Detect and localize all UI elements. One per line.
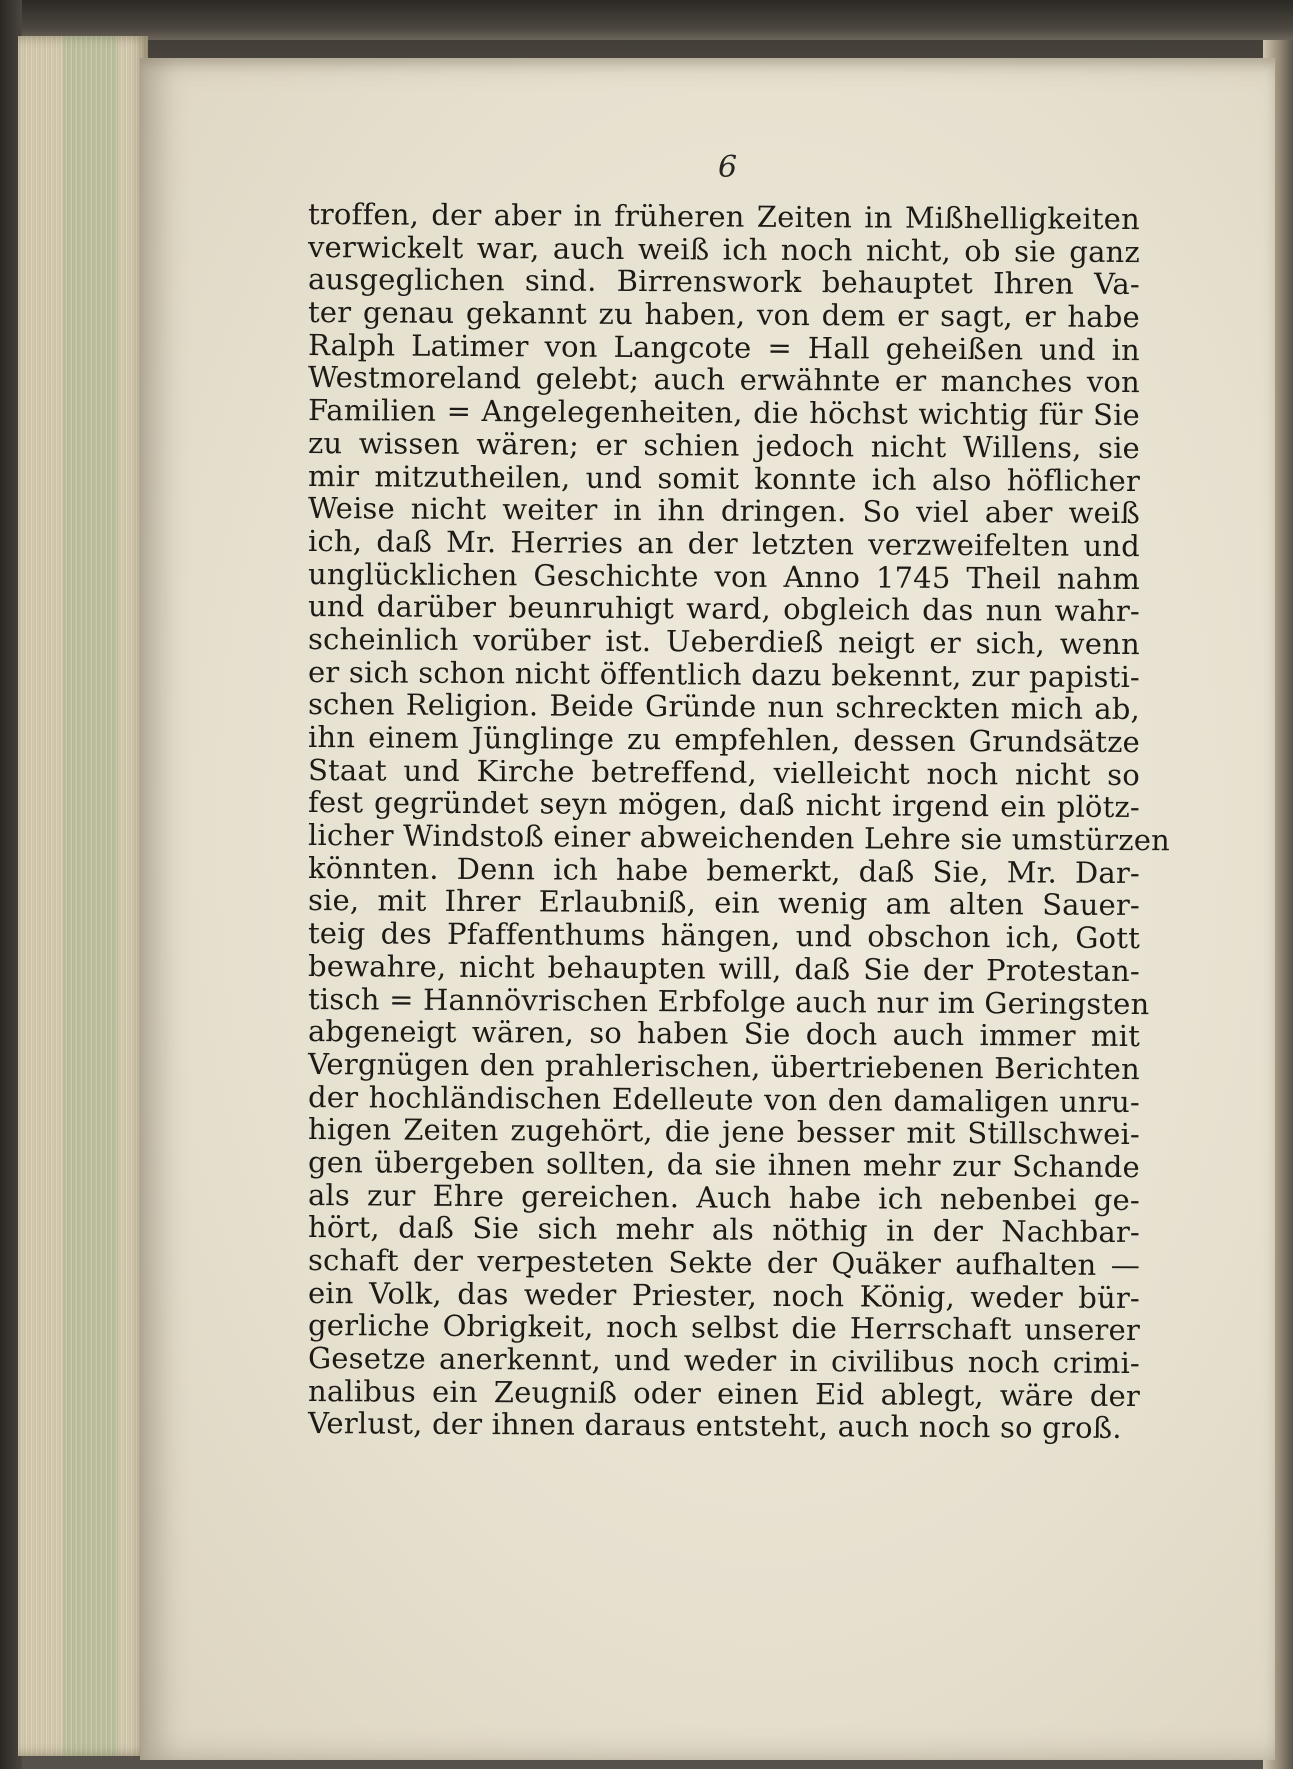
text-line: schen Religion. Beide Gründe nun schreckten mich ab, (307, 687, 1141, 727)
text-line: Ralph Latimer von Langcote = Hall geheißen und in (307, 327, 1141, 367)
text-line: ich, daß Mr. Herries an der letzten verzweifelten und (307, 523, 1141, 563)
text-line: gen übergeben sollten, da sie ihnen mehr zur Schande (307, 1144, 1141, 1185)
text-line: troffen, der aber in früheren Zeiten in Mißhelligkeiten (307, 197, 1141, 237)
text-line: fest gegründet seyn mögen, daß nicht irgend ein plötz- (307, 785, 1141, 825)
text-line: er sich schon nicht öffentlich dazu bekennt, zur papisti- (307, 654, 1141, 694)
text-line: Familien = Angelegenheiten, die höchst wichtig für Sie (307, 393, 1141, 433)
text-line: ter genau gekannt zu haben, von dem er sagt, er habe (307, 295, 1141, 335)
text-line: ein Volk, das weder Priester, noch König, weder bür- (307, 1275, 1141, 1315)
book-cover-top (0, 0, 1293, 40)
text-line: Westmoreland gelebt; auch erwähnte er manches von (307, 360, 1141, 400)
text-line: ihn einem Jünglinge zu empfehlen, dessen Grundsätze (307, 720, 1141, 760)
text-line: higen Zeiten zugehört, die jene besser mit Stillschwei- (307, 1112, 1141, 1152)
text-line: nalibus ein Zeugniß oder einen Eid ablegt, wäre der (307, 1373, 1141, 1413)
text-line: teig des Pfaffenthums hängen, und obschon ich, Gott (307, 916, 1141, 956)
page-block-edge (18, 36, 148, 1756)
text-line: ausgeglichen sind. Birrenswork behauptet Ihren Va- (307, 262, 1141, 302)
text-line: und darüber beunruhigt ward, obgleich das nun wahr- (307, 589, 1141, 629)
text-line: Gesetze anerkennt, und weder in civilibus noch crimi- (307, 1341, 1141, 1381)
text-line: scheinlich vorüber ist. Ueberdieß neigt er sich, wenn (307, 621, 1141, 662)
text-line: unglücklichen Geschichte von Anno 1745 Theil nahm (307, 556, 1141, 596)
text-line: hört, daß Sie sich mehr als nöthig in der Nachbar- (307, 1210, 1141, 1250)
text-line: licher Windstoß einer abweichenden Lehre sie umstürzen (307, 818, 1171, 858)
text-line: verwickelt war, auch weiß ich noch nicht, ob sie ganz (307, 229, 1141, 269)
text-line: gerliche Obrigkeit, noch selbst die Herrschaft unserer (307, 1308, 1141, 1348)
text-line: Weise nicht weiter in ihn dringen. So viel aber weiß (307, 491, 1141, 531)
text-line: sie, mit Ihrer Erlaubniß, ein wenig am alten Sauer- (307, 883, 1141, 923)
text-line: tisch = Hannövrischen Erbfolge auch nur im Geringsten (307, 981, 1150, 1021)
text-line: abgeneigt wären, so haben Sie doch auch immer mit (307, 1014, 1141, 1054)
text-line: als zur Ehre gereichen. Auch habe ich nebenbei ge- (307, 1177, 1141, 1217)
body-text (307, 197, 1171, 1446)
text-line: schaft der verpesteten Sekte der Quäker aufhalten — (307, 1243, 1141, 1283)
text-line: der hochländischen Edelleute von den damaligen unru- (307, 1079, 1141, 1119)
text-line: Verlust, der ihnen daraus entsteht, auch noch so groß. (307, 1406, 1122, 1446)
text-line: mir mitzutheilen, und somit konnte ich also höflicher (307, 458, 1141, 498)
text-line: Vergnügen den prahlerischen, übertriebenen Berichten (307, 1046, 1141, 1086)
text-line: könnten. Denn ich habe bemerkt, daß Sie, Mr. Dar- (307, 850, 1141, 890)
text-line: Staat und Kirche betreffend, vielleicht noch nicht so (307, 752, 1141, 792)
page-number: 6 (718, 150, 738, 185)
text-line: zu wissen wären; er schien jedoch nicht Willens, sie (307, 425, 1141, 465)
text-line: bewahre, nicht behaupten will, daß Sie der Protestan- (307, 948, 1141, 988)
